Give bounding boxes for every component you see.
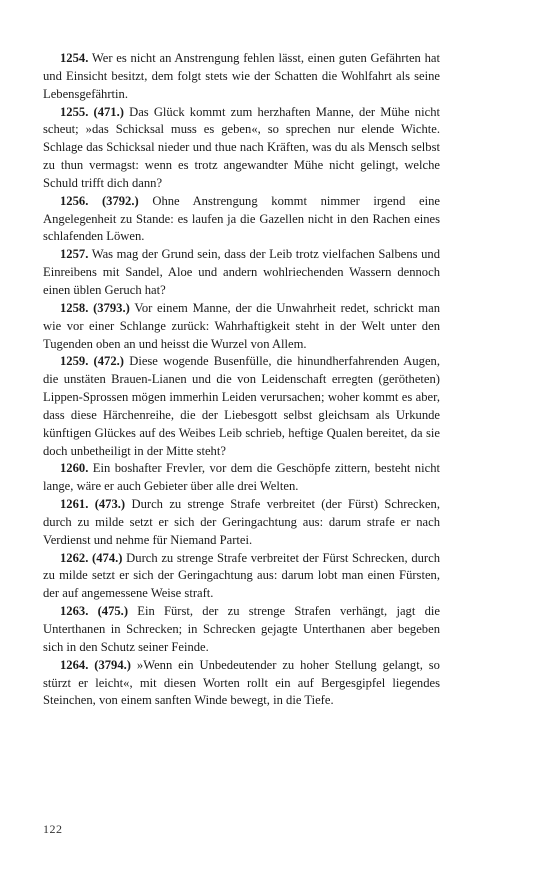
entry-number: 1255. (471.): [60, 104, 124, 119]
entry-1263: [43, 603, 440, 657]
entry-text: Wer es nicht an Anstrengung fehlen lässt, einen guten Gefährten hat und Einsicht besitzt, dem folgt stets wie der Schatten die Wohlfahrt als seine Lebensgefährtin.: [43, 51, 440, 101]
entry-text: Vor einem Manne, der die Unwahrheit redet, schrickt man wie vor einer Schlange zurück: Wahrhaftigkeit steht in der Welt unter den Tugenden oben an und heisst die Wurzel von Allem.: [43, 300, 440, 351]
entry-number: 1259. (472.): [60, 354, 124, 369]
entry-text: Was mag der Grund sein, dass der Leib trotz vielfachen Salbens und Einreibens mit Sandel, Aloe und andern wohlriechenden Wassern dennoch einen üblen Geruch hat?: [43, 247, 440, 297]
entry-number: 1256. (3792.): [60, 193, 139, 208]
entry-1260: [43, 460, 440, 496]
entry-number: 1258. (3793.): [60, 300, 130, 315]
entry-number: 1263. (475.): [60, 604, 129, 619]
entry-1256: [43, 193, 440, 247]
entry-number: 1257.: [60, 247, 89, 262]
page-body: [43, 50, 440, 710]
entry-1259: [43, 353, 440, 460]
entry-text: Durch zu strenge Strafe verbreitet der Fürst Schrecken, durch zu milde setzt er sich der Geringachtung aus: darum lobt man einen Fürsten, der auf angemessene Weise straft.: [43, 550, 440, 601]
entry-1255: [43, 104, 440, 193]
page-number: 122: [43, 822, 63, 836]
entry-1261: [43, 496, 440, 550]
entry-text: Diese wogende Busenfülle, die hinundherfahrenden Augen, die unstäten Brauen-Lianen und die von Leidenschaft erregten (gerötheten) Lippen-Sprossen mögen immerhin Leiden verursachen; woher kommt es aber, dass diese Härchenreihe, die der Liebesgott selbst gleichsam als Urkunde künftigen Glückes auf des Weibes Leib schrieb, heftige Qualen bereitet, da sie doch unbetheiligt in der Mitte steht?: [43, 354, 440, 458]
entry-text: Ein boshafter Frevler, vor dem die Geschöpfe zittern, besteht nicht lange, wäre er auch Gebieter über alle drei Welten.: [43, 461, 440, 494]
entry-1264: [43, 657, 440, 711]
entry-1257: [43, 246, 440, 300]
entry-text: »Wenn ein Unbedeutender zu hoher Stellung gelangt, so stürzt er leicht«, mit diesen Worten rollt ein auf Bergesgipfel liegendes Steinchen, von einem sanften Winde bewegt, in die Tiefe.: [43, 657, 440, 708]
entry-text: Ohne Anstrengung kommt nimmer irgend eine Angelegenheit zu Stande: es laufen ja die Gazellen nicht in den Rachen eines schlafenden Löwen.: [43, 193, 440, 244]
entry-number: 1254.: [60, 51, 89, 65]
entry-text: Das Glück kommt zum herzhaften Manne, der Mühe nicht scheut; »das Schicksal muss es geben«, so sprechen nur elende Wichte. Schlage das Schicksal nieder und thue nach Kräften, was du als Mensch selbst zu thun vermagst: wenn es trotz angewandter Mühe nicht gelingt, welche Schuld trifft dich dann?: [43, 104, 440, 190]
entry-number: 1264. (3794.): [60, 657, 131, 672]
entry-1262: [43, 550, 440, 604]
entry-1258: [43, 300, 440, 354]
entry-number: 1261. (473.): [60, 497, 126, 512]
entry-number: 1260.: [60, 461, 89, 476]
entry-number: 1262. (474.): [60, 550, 123, 565]
entry-text: Durch zu strenge Strafe verbreitet (der Fürst) Schrecken, durch zu milde setzt er sich der Geringachtung aus: darum strafe er nach Verdienst und nehme für Niemand Partei.: [43, 497, 440, 547]
entry-1254: [43, 50, 440, 104]
entry-text: Ein Fürst, der zu strenge Strafen verhängt, jagt die Unterthanen in Schrecken; in Schrecken gejagte Unterthanen aber begeben sich in den Schutz seiner Feinde.: [43, 604, 440, 654]
